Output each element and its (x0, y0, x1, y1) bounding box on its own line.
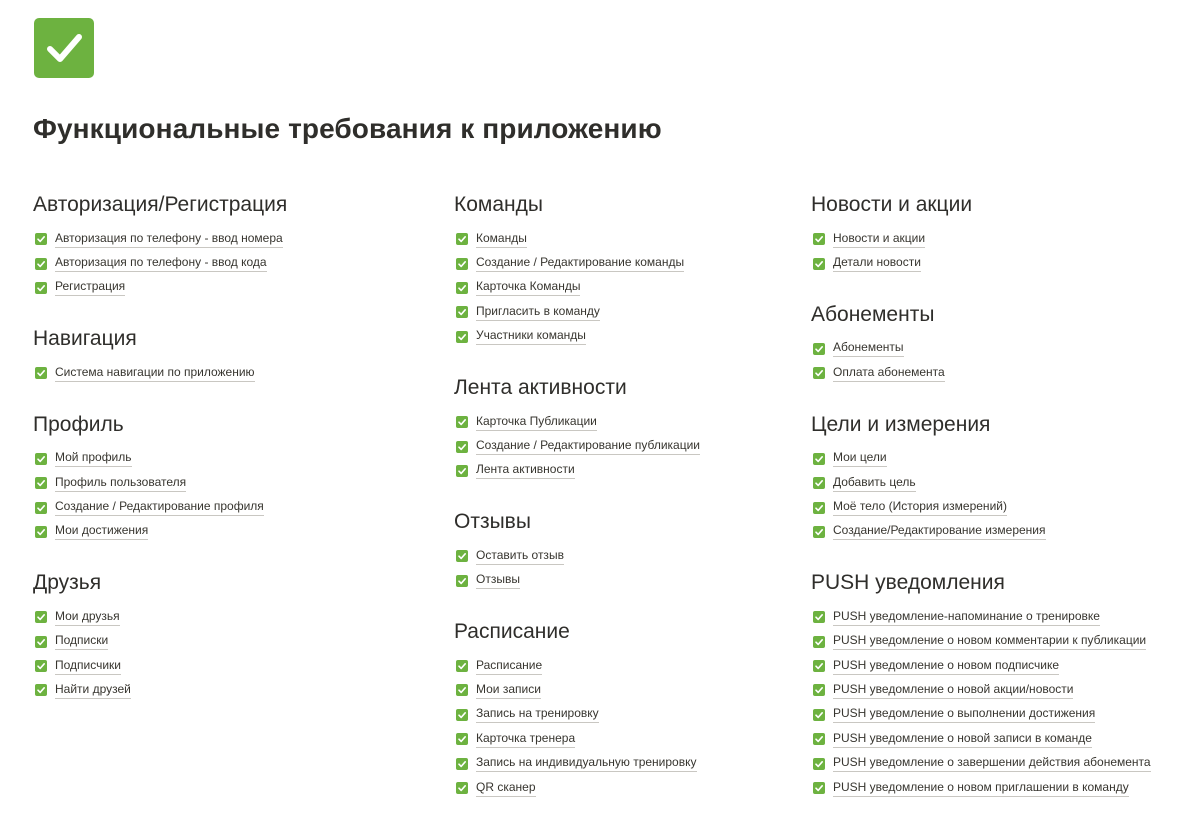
page-link[interactable]: QR сканер (476, 780, 536, 797)
page-link[interactable]: Мои друзья (55, 609, 120, 626)
list-item (811, 471, 1151, 495)
section-heading: Профиль (33, 412, 124, 436)
checkbox-checked-icon (813, 526, 825, 538)
page-link[interactable]: Создание / Редактирование профиля (55, 499, 264, 516)
list-item (33, 471, 287, 495)
list-item (811, 678, 1151, 702)
list-item (454, 276, 700, 300)
list-item (33, 276, 287, 300)
page-link[interactable]: Карточка Публикации (476, 414, 597, 431)
checkbox-checked-icon (35, 636, 47, 648)
list-item (454, 678, 700, 702)
page-link[interactable]: Пригласить в команду (476, 304, 600, 321)
list-item (33, 227, 287, 251)
section-heading: Друзья (33, 571, 102, 595)
checkbox-checked-icon (456, 550, 468, 562)
list-item (454, 434, 700, 458)
list-item (454, 727, 700, 751)
list-item (811, 495, 1151, 519)
checkbox-checked-icon (813, 502, 825, 514)
section-heading: Абонементы (811, 302, 935, 326)
list-item (811, 605, 1151, 629)
page-link[interactable]: Участники команды (476, 328, 586, 345)
page-link[interactable]: Абонементы (833, 340, 904, 357)
checkbox-checked-icon (813, 453, 825, 465)
section (33, 568, 287, 703)
list-item (811, 630, 1151, 654)
list-item (33, 495, 287, 519)
checkbox-checked-icon (35, 684, 47, 696)
page-link[interactable]: Детали новости (833, 255, 921, 272)
checkbox-checked-icon (813, 733, 825, 745)
checkbox-checked-icon (35, 611, 47, 623)
list-item (33, 520, 287, 544)
page-link[interactable]: Авторизация по телефону - ввод номера (55, 231, 283, 248)
checkmark-icon (34, 18, 94, 78)
section (33, 410, 287, 545)
column-1 (33, 190, 287, 727)
section-heading: Навигация (33, 327, 137, 351)
page-link[interactable]: Карточка Команды (476, 279, 580, 296)
page-link[interactable]: Расписание (476, 658, 542, 675)
page-link[interactable]: Команды (476, 231, 527, 248)
checkbox-checked-icon (456, 306, 468, 318)
checkbox-checked-icon (813, 660, 825, 672)
page-link[interactable]: Создание / Редактирование публикации (476, 438, 700, 455)
checkbox-checked-icon (456, 684, 468, 696)
column-2 (454, 190, 700, 824)
page-link[interactable]: Мои цели (833, 450, 887, 467)
page-link[interactable]: Запись на тренировку (476, 706, 599, 723)
page-title: Функциональные требования к приложению (33, 113, 662, 144)
list-item (454, 251, 700, 275)
checkbox-checked-icon (456, 465, 468, 477)
section-heading: Расписание (454, 619, 570, 643)
list-item (454, 776, 700, 800)
section-heading: Отзывы (454, 510, 531, 534)
checkbox-checked-icon (813, 477, 825, 489)
section (454, 617, 700, 800)
list-item (33, 678, 287, 702)
page-link[interactable]: Оплата абонемента (833, 365, 945, 382)
list-item (454, 703, 700, 727)
page-link[interactable]: PUSH уведомление-напоминание о тренировке (833, 609, 1100, 626)
list-item (811, 776, 1151, 800)
list-item (454, 459, 700, 483)
checkbox-checked-icon (456, 441, 468, 453)
section (454, 373, 700, 483)
page-link[interactable]: Моё тело (История измерений) (833, 499, 1007, 516)
list-item (454, 569, 700, 593)
page-link[interactable]: Регистрация (55, 279, 125, 296)
page-link[interactable]: Лента активности (476, 462, 575, 479)
checkbox-checked-icon (813, 758, 825, 770)
section (811, 190, 1151, 276)
checkbox-checked-icon (813, 611, 825, 623)
list-item (454, 300, 700, 324)
page-link[interactable]: Авторизация по телефону - ввод кода (55, 255, 267, 272)
section-heading: Цели и измерения (811, 412, 991, 436)
page-link[interactable]: Найти друзей (55, 682, 131, 699)
checkbox-checked-icon (456, 575, 468, 587)
list-item (811, 520, 1151, 544)
checkbox-checked-icon (456, 758, 468, 770)
checkbox-checked-icon (456, 733, 468, 745)
checkbox-checked-icon (813, 782, 825, 794)
list-item (454, 325, 700, 349)
page-link[interactable]: Подписчики (55, 658, 121, 675)
checkbox-checked-icon (35, 502, 47, 514)
section (454, 190, 700, 349)
page-link[interactable]: PUSH уведомление о новом подписчике (833, 658, 1059, 675)
checkbox-checked-icon (35, 258, 47, 270)
list-item (454, 227, 700, 251)
checkbox-checked-icon (35, 453, 47, 465)
list-item (33, 630, 287, 654)
list-item (811, 251, 1151, 275)
column-3 (811, 190, 1151, 824)
list-item (811, 703, 1151, 727)
page-link[interactable]: Мои записи (476, 682, 541, 699)
list-item (33, 654, 287, 678)
page-link[interactable]: Профиль пользователя (55, 475, 186, 492)
page-link[interactable]: Новости и акции (833, 231, 925, 248)
checkbox-checked-icon (813, 258, 825, 270)
checkbox-checked-icon (35, 233, 47, 245)
section-heading: Команды (454, 193, 543, 216)
list-item (811, 654, 1151, 678)
page-link[interactable]: Мой профиль (55, 450, 132, 467)
checkbox-checked-icon (813, 684, 825, 696)
checkbox-checked-icon (456, 782, 468, 794)
checkbox-checked-icon (35, 477, 47, 489)
checkbox-checked-icon (456, 282, 468, 294)
page-link[interactable]: PUSH уведомление о новой записи в команде (833, 731, 1092, 748)
page-link[interactable]: PUSH уведомление о новом комментарии к публикации (833, 633, 1146, 650)
list-item (811, 227, 1151, 251)
page-link[interactable]: Карточка тренера (476, 731, 575, 748)
list-item (454, 654, 700, 678)
checkbox-checked-icon (456, 660, 468, 672)
page-link[interactable]: Мои достижения (55, 523, 148, 540)
page-link[interactable]: PUSH уведомление о новом приглашении в команду (833, 780, 1129, 797)
checkbox-checked-icon (813, 233, 825, 245)
list-item (811, 751, 1151, 775)
section-heading: Авторизация/Регистрация (33, 193, 288, 216)
section-heading: Новости и акции (811, 193, 973, 216)
section (811, 410, 1151, 545)
checkbox-checked-icon (813, 343, 825, 355)
checkbox-checked-icon (35, 367, 47, 379)
list-item (811, 727, 1151, 751)
page-link[interactable]: PUSH уведомление о новой акции/новости (833, 682, 1073, 699)
page-link[interactable]: Подписки (55, 633, 108, 650)
list-item (33, 361, 287, 385)
list-item (811, 337, 1151, 361)
list-item (811, 361, 1151, 385)
section (33, 324, 287, 385)
page-link[interactable]: Оставить отзыв (476, 548, 564, 565)
list-item (454, 751, 700, 775)
checkmark-icon-glyph (44, 28, 84, 68)
page-link[interactable]: PUSH уведомление о выполнении достижения (833, 706, 1095, 723)
checkbox-checked-icon (456, 258, 468, 270)
checkbox-checked-icon (456, 331, 468, 343)
checkbox-checked-icon (456, 233, 468, 245)
checkbox-checked-icon (813, 636, 825, 648)
list-item (33, 251, 287, 275)
checkbox-checked-icon (456, 709, 468, 721)
list-item (454, 544, 700, 568)
checkbox-checked-icon (456, 416, 468, 428)
list-item (454, 410, 700, 434)
page-link[interactable]: Отзывы (476, 572, 520, 589)
section-heading: PUSH уведомления (811, 571, 1005, 595)
section (33, 190, 287, 300)
checkbox-checked-icon (35, 660, 47, 672)
checkbox-checked-icon (813, 367, 825, 379)
checkbox-checked-icon (35, 526, 47, 538)
page-link[interactable]: Создание/Редактирование измерения (833, 523, 1046, 540)
page-link[interactable]: Запись на индивидуальную тренировку (476, 755, 697, 772)
page-link[interactable]: Добавить цель (833, 475, 916, 492)
checkbox-checked-icon (813, 709, 825, 721)
page-link[interactable]: PUSH уведомление о завершении действия абонемента (833, 755, 1151, 772)
checkbox-checked-icon (35, 282, 47, 294)
section (811, 568, 1151, 800)
page-link[interactable]: Создание / Редактирование команды (476, 255, 684, 272)
list-item (33, 605, 287, 629)
section-heading: Лента активности (454, 375, 627, 399)
list-item (811, 447, 1151, 471)
page-link[interactable]: Система навигации по приложению (55, 365, 255, 382)
section (811, 300, 1151, 386)
list-item (33, 447, 287, 471)
section (454, 507, 700, 593)
